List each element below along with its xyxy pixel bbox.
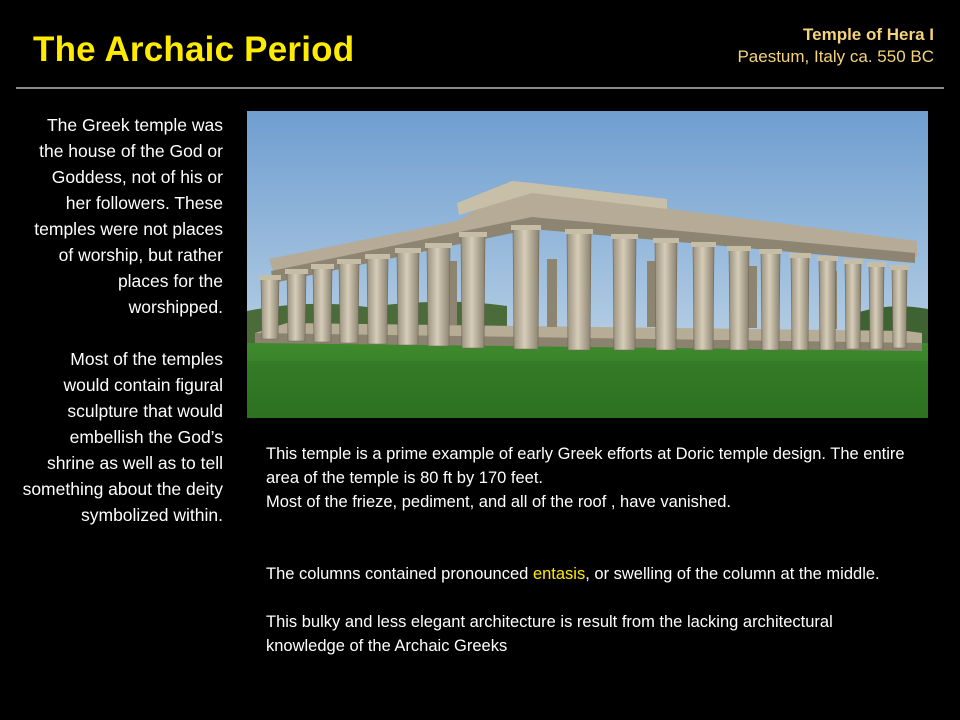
temple-photo — [247, 111, 928, 418]
photo-caption — [737, 24, 934, 68]
description-line-2: Most of the frieze, pediment, and all of the roof , have vanished. — [266, 493, 732, 511]
entasis-paragraph — [266, 562, 906, 586]
left-text-column — [22, 112, 223, 528]
entasis-text-after: , or swelling of the column at the middle. — [585, 565, 880, 583]
entasis-term: entasis — [532, 565, 586, 583]
caption-subtitle: Paestum, Italy ca. 550 BC — [737, 47, 934, 66]
slide-title: The Archaic Period — [33, 30, 355, 69]
description-line-1: This temple is a prime example of early Greek efforts at Doric temple design. The entire area of the temple is 80 ft by 170 feet. — [266, 445, 905, 487]
left-paragraph-2: Most of the temples would contain figural sculpture that would embellish the God’s shrine as well as to tell something about the deity symbolized within. — [22, 349, 223, 525]
description-text — [266, 442, 906, 658]
temple-photo-image — [247, 111, 928, 418]
entasis-text-before: The columns contained pronounced — [266, 565, 533, 583]
conclusion-paragraph: This bulky and less elegant architecture is result from the lacking architectural knowledge of the Archaic Greeks — [266, 613, 833, 655]
caption-title: Temple of Hera I — [803, 25, 934, 44]
title-divider — [16, 87, 944, 89]
left-paragraph-1: The Greek temple was the house of the God or Goddess, not of his or her followers. These temples were not places of worship, but rather places for the worshipped. — [34, 115, 223, 317]
